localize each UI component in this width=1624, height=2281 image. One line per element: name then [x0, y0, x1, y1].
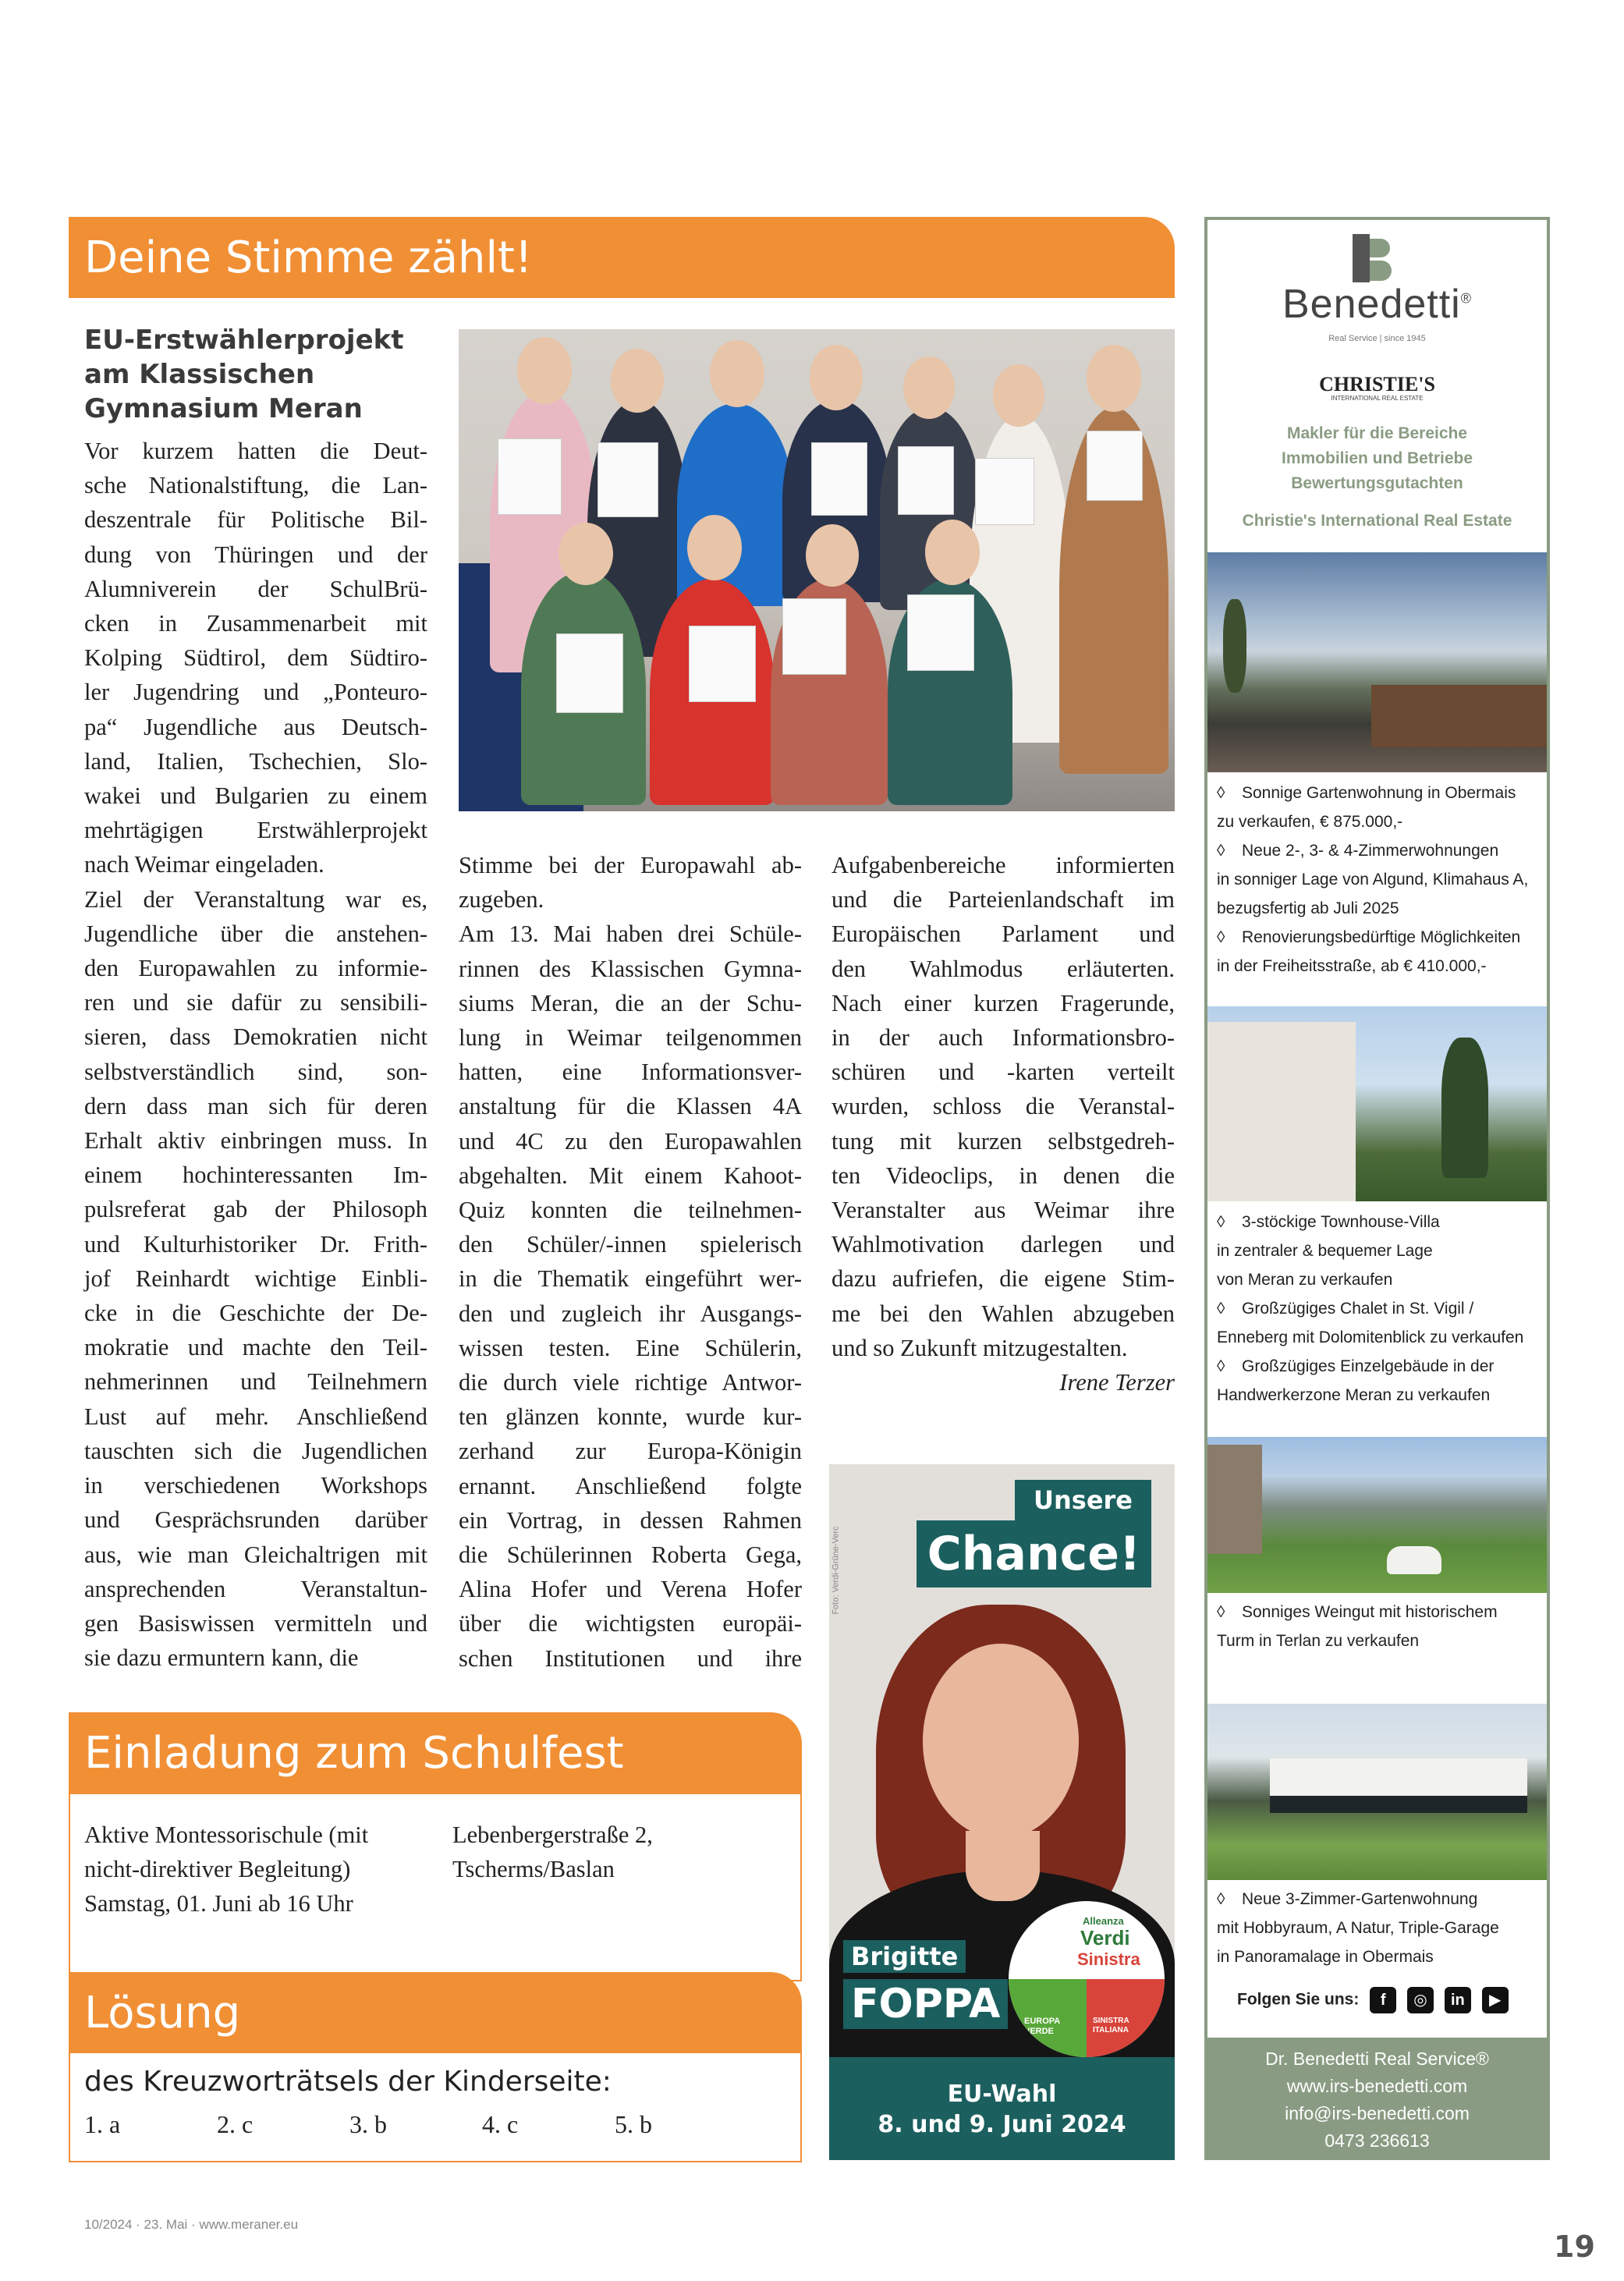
listings-block-3: [1217, 1598, 1544, 1655]
text-line: land, Italien, Tschechien, Slo-: [84, 747, 427, 775]
text-line: ler Jugendring und „Ponteuro-: [84, 679, 427, 706]
text-line: und Kulturhistoriker Dr. Frith-: [84, 1230, 427, 1258]
diamond-bullet-icon: ◊: [1217, 1603, 1225, 1621]
listing-item: [1217, 1208, 1544, 1294]
text-line: Vor kurzem hatten die Deut-: [84, 438, 427, 464]
listing-line: mit Hobbyraum, A Natur, Triple-Garage: [1217, 1919, 1499, 1937]
listings-block-2: [1217, 1208, 1544, 1410]
certificate: [498, 438, 562, 515]
candidate-last-name-box: [843, 1979, 1008, 2029]
election-title: EU-Wahl: [947, 2081, 1057, 2108]
text-line: aus, wie man Gleichaltrigen mit: [84, 1541, 427, 1568]
text-line: dung von Thüringen und der: [84, 541, 427, 568]
brand-name: Benedetti: [1282, 282, 1461, 327]
candidate-first-name-box: [843, 1940, 966, 1973]
schulfest-header: [69, 1712, 802, 1794]
listing-text: 3-stöckige Townhouse-Villa: [1242, 1213, 1440, 1231]
text-line: Wahlmotivation darlegen und: [832, 1231, 1175, 1258]
person: [677, 403, 794, 606]
text-line: in der auch Informationsbro-: [832, 1024, 1175, 1052]
text-line: zugeben.: [459, 886, 544, 913]
text-line: schen Institutionen und ihre: [459, 1644, 802, 1672]
person-head: [806, 524, 859, 587]
text-line: Nach einer kurzen Fragerunde,: [832, 989, 1175, 1016]
text-line: und die Parteienlandschaft im: [832, 886, 1175, 913]
certificate: [597, 442, 658, 517]
person-head: [810, 345, 863, 410]
person-head: [1087, 345, 1141, 412]
text-line: cke in die Geschichte der De-: [84, 1300, 427, 1327]
text-line: Bewertungsgutachten: [1291, 474, 1463, 492]
election-band: [829, 2057, 1175, 2160]
property-photo-townhouse: [1207, 1006, 1547, 1201]
text-line: jof Reinhardt wichtige Einbli-: [84, 1265, 427, 1292]
listings-block-4: [1217, 1885, 1544, 1971]
listing-line: in zentraler & bequemer Lage: [1217, 1242, 1433, 1260]
text-line: ein Vortrag, in dessen Rahmen: [459, 1506, 802, 1534]
youtube-icon[interactable]: ▶: [1482, 1987, 1509, 2013]
property-photo-terrace: [1207, 552, 1547, 772]
listing-line: [1217, 836, 1544, 865]
answer-item: 5. b: [615, 2110, 652, 2138]
text-line: siums Meran, die an der Schu-: [459, 989, 802, 1016]
text-line: nach Weimar eingeladen.: [84, 851, 324, 878]
loesung-subtitle: des Kreuzworträtsels der Kinderseite:: [84, 2066, 612, 2098]
text-line: Stimme bei der Europawahl ab-: [459, 852, 802, 878]
schulfest-title: Einladung zum Schulfest: [84, 1728, 624, 1779]
listing-line: [1217, 1352, 1544, 1381]
brand-mark: ®: [1460, 290, 1472, 307]
certificate: [811, 442, 867, 516]
benedetti-tagline: Real Service | since 1945: [1328, 334, 1426, 343]
listing-line: [1217, 1208, 1544, 1236]
issue-info: 10/2024 · 23. Mai · www.meraner.eu: [84, 2217, 299, 2232]
article-column-1: [84, 434, 427, 1675]
text-line: mokratie und machte den Teil-: [84, 1334, 427, 1361]
page-number: 19: [1554, 2230, 1595, 2264]
text-line: über die wichtigsten europäi-: [459, 1610, 802, 1637]
listing-line: Enneberg mit Dolomitenblick zu verkaufen: [1217, 1329, 1524, 1346]
party-logo: [1009, 1901, 1165, 2057]
text-line: zerhand zur Europa-Königin: [459, 1438, 802, 1465]
text-line: wissen testen. Eine Schülerin,: [459, 1334, 802, 1361]
text-line: sche Nationalstiftung, die Lan-: [84, 472, 427, 499]
diamond-bullet-icon: ◊: [1217, 784, 1225, 802]
benedetti-brand: [1207, 281, 1547, 328]
article-subheading: EU-Erstwählerprojekt am Klassischen Gymnasium Meran: [84, 325, 404, 424]
certificate: [556, 633, 623, 713]
text-line: Immobilien und Betriebe: [1281, 449, 1473, 467]
text-line: und 4C zu den Europawahlen: [459, 1127, 802, 1155]
answer-item: 4. c: [482, 2110, 519, 2138]
diamond-bullet-icon: ◊: [1217, 1890, 1225, 1908]
campaign-ad: [829, 1464, 1175, 2160]
text-line: sieren, dass Demokratien nicht: [84, 1023, 427, 1051]
election-dates: 8. und 9. Juni 2024: [878, 2111, 1126, 2138]
listing-line: in sonniger Lage von Algund, Klimahaus A,: [1217, 871, 1529, 889]
certificate: [907, 594, 974, 671]
text-line: 0473 236613: [1324, 2130, 1430, 2151]
listing-item: [1217, 1885, 1544, 1971]
linkedin-icon[interactable]: in: [1445, 1987, 1471, 2013]
text-line: Am 13. Mai haben drei Schüle-: [459, 921, 802, 948]
text-line: einem hochinteressanten Im-: [84, 1162, 427, 1189]
listing-line: [1217, 1598, 1544, 1626]
person-head: [611, 349, 664, 413]
listing-text: Neue 3-Zimmer-Gartenwohnung: [1242, 1890, 1478, 1908]
listing-text: Großzügiges Einzelgebäude in der: [1242, 1357, 1495, 1375]
text-line: abgehalten. Mit einem Kahoot-: [459, 1162, 802, 1189]
listing-line: in Panoramalage in Obermais: [1217, 1948, 1434, 1966]
diamond-bullet-icon: ◊: [1217, 1213, 1225, 1231]
slogan-small: Unsere: [1034, 1485, 1133, 1515]
text-line: ten Videoclips, in denen die: [832, 1162, 1175, 1189]
listing-line: von Meran zu verkaufen: [1217, 1271, 1393, 1289]
benedetti-footer: [1207, 2038, 1547, 2160]
text-line: Quiz konnten die teilnehmen-: [459, 1197, 802, 1224]
text-line: ten glänzen konnte, wurde kur-: [459, 1403, 802, 1431]
article-header: [69, 217, 1175, 298]
text-line: in verschiedenen Workshops: [84, 1472, 427, 1499]
text-line: gen Basiswissen vermitteln und: [84, 1609, 427, 1637]
text-line: den Schüler/-innen spielerisch: [459, 1231, 802, 1258]
slogan-big: Chance!: [927, 1527, 1141, 1581]
person-head: [558, 523, 613, 585]
schulfest-left: [84, 1818, 443, 1921]
property-photo-garden: [1207, 1704, 1547, 1880]
loesung-answers: [84, 2110, 786, 2139]
text-line: lung in Weimar teilgenommen: [459, 1024, 802, 1052]
text-line: www.irs-benedetti.com: [1286, 2076, 1468, 2096]
text-line: rinnen des Klassischen Gymna-: [459, 955, 802, 982]
text-line: den Europawahlen zu informie-: [84, 955, 427, 982]
diamond-bullet-icon: ◊: [1217, 1357, 1225, 1375]
text-line: Alina Hofer und Verena Hofer: [459, 1576, 802, 1603]
person-head: [903, 357, 955, 419]
text-line: die durch viele richtige Antwor-: [459, 1369, 802, 1396]
text-line: schüren und -karten verteilt: [832, 1059, 1175, 1086]
text-line: nehmerinnen und Teilnehmern: [84, 1368, 427, 1396]
person-head: [517, 337, 572, 404]
text-line: Tscherms/Baslan: [452, 1856, 615, 1883]
text-line: und so Zukunft mitzugestalten.: [832, 1334, 1128, 1361]
article-author: Irene Terzer: [1059, 1369, 1175, 1396]
text-line: Jugendliche über die anstehen-: [84, 920, 427, 947]
text-line: in die Thematik eingeführt wer-: [459, 1265, 802, 1293]
listing-line: in der Freiheitsstraße, ab € 410.000,-: [1217, 957, 1487, 975]
text-line: Ziel der Veranstaltung war es,: [84, 885, 427, 913]
certificate: [898, 446, 954, 515]
logo-text-sinistra: Sinistra: [1077, 1949, 1140, 1969]
listing-text: Großzügiges Chalet in St. Vigil /: [1242, 1300, 1474, 1318]
candidate-last-name: FOPPA: [851, 1981, 1001, 2027]
text-line: dern dass man sich für deren: [84, 1092, 427, 1119]
text-line: tauschten sich die Jugendlichen: [84, 1437, 427, 1464]
property-photo-vineyard: [1207, 1437, 1547, 1593]
article-column-3: [832, 848, 1175, 1399]
christies-logo: CHRISTIE'S: [1319, 373, 1435, 396]
benedetti-logo-icon: [1353, 234, 1392, 282]
portrait-neck: [966, 1831, 1040, 1901]
text-line: Alumniverein der SchulBrü-: [84, 575, 427, 602]
text-line: Aktive Montessorischule (mit: [84, 1822, 369, 1848]
photo-credit: Foto: Verdi-Grüne-Verc: [831, 1526, 841, 1615]
text-line: Lust auf mehr. Anschließend: [84, 1403, 427, 1430]
logo-text-verdi: Verdi: [1080, 1926, 1130, 1949]
diamond-bullet-icon: ◊: [1217, 842, 1225, 860]
article-column-2: [459, 848, 802, 1676]
listing-line: Turm in Terlan zu verkaufen: [1217, 1632, 1420, 1650]
listing-text: Sonniges Weingut mit historischem: [1242, 1603, 1498, 1621]
text-line: wakei und Bulgarien zu einem: [84, 782, 427, 810]
listing-line: Handwerkerzone Meran zu verkaufen: [1217, 1386, 1491, 1404]
listing-text: Renovierungsbedürftige Möglichkeiten: [1242, 928, 1521, 946]
person-head: [710, 340, 764, 407]
person-head: [925, 520, 980, 585]
diamond-bullet-icon: ◊: [1217, 1300, 1225, 1318]
text-line: Samstag, 01. Juni ab 16 Uhr: [84, 1890, 353, 1917]
text-line: Dr. Benedetti Real Service®: [1265, 2049, 1489, 2069]
text-line: ansprechenden Veranstaltun-: [84, 1575, 427, 1602]
listing-line: bezugsfertig ab Juli 2025: [1217, 899, 1399, 917]
answer-item: 3. b: [349, 2110, 387, 2138]
listing-item: [1217, 923, 1544, 981]
text-line: den Wahlmodus erläuterten.: [832, 955, 1175, 982]
logo-text-europa-verde: EUROPA VERDE: [1024, 2017, 1060, 2036]
loesung-header: [69, 1972, 802, 2053]
group-photo: [459, 329, 1175, 811]
listing-line: [1217, 779, 1544, 807]
listing-line: zu verkaufen, € 875.000,-: [1217, 813, 1403, 831]
schulfest-right: [452, 1818, 780, 1886]
listing-text: Neue 2-, 3- & 4-Zimmerwohnungen: [1242, 842, 1499, 860]
listings-block-1: [1217, 779, 1544, 981]
certificate: [689, 626, 756, 702]
slogan-small-box: [1015, 1480, 1151, 1520]
text-line: wurden, schloss die Veranstal-: [832, 1093, 1175, 1120]
listing-item: [1217, 836, 1544, 923]
text-line: me bei den Wahlen abzugeben: [832, 1300, 1175, 1327]
text-line: pulsreferat gab der Philosoph: [84, 1196, 427, 1223]
text-line: Kolping Südtirol, dem Südtiro-: [84, 644, 427, 672]
benedetti-ad: [1204, 217, 1550, 2160]
text-line: ernannt. Anschließend folgte: [459, 1472, 802, 1499]
text-line: Makler für die Bereiche: [1286, 424, 1468, 442]
listing-item: [1217, 779, 1544, 836]
listing-item: [1217, 1352, 1544, 1410]
answer-item: 1. a: [84, 2110, 121, 2138]
portrait-face: [923, 1644, 1079, 1839]
diamond-bullet-icon: ◊: [1217, 928, 1225, 946]
text-line: ren und sie dafür zu sensibili-: [84, 989, 427, 1016]
certificate: [1087, 431, 1143, 501]
listing-line: [1217, 1294, 1544, 1323]
person-head: [687, 515, 742, 580]
listing-item: [1217, 1598, 1544, 1655]
logo-text-alleanza: Alleanza: [1083, 1915, 1124, 1927]
logo-text-sinistra-italiana: SINISTRA ITALIANA: [1093, 2017, 1129, 2034]
text-line: den und zugleich ihr Ausgangs-: [459, 1300, 802, 1327]
instagram-icon[interactable]: ◎: [1407, 1987, 1434, 2013]
listing-line: [1217, 923, 1544, 952]
listing-line: [1217, 1885, 1544, 1914]
text-line: deszentrale für Politische Bil-: [84, 506, 427, 534]
text-line: info@irs-benedetti.com: [1285, 2103, 1470, 2123]
text-line: und Gesprächsrunden darüber: [84, 1506, 427, 1534]
text-line: sie dazu ermuntern kann, die: [84, 1644, 359, 1672]
text-line: tung mit kurzen selbstgedreh-: [832, 1127, 1175, 1155]
text-line: dazu aufriefen, die eigene Stim-: [832, 1265, 1175, 1293]
text-line: selbstverständlich sind, son-: [84, 1058, 427, 1085]
text-line: Aufgabenbereiche informierten: [832, 852, 1175, 878]
text-line: pa“ Jugendliche aus Deutsch-: [84, 713, 427, 740]
loesung-title: Lösung: [84, 1987, 241, 2038]
text-line: Erhalt aktiv einbringen muss. In: [84, 1127, 427, 1155]
claim-sub: Christie's International Real Estate: [1242, 512, 1512, 530]
text-line: mehrtägigen Erstwählerprojekt: [84, 817, 427, 844]
text-line: Lebenbergerstraße 2,: [452, 1822, 653, 1848]
social-row: [1237, 1987, 1509, 2013]
text-line: anstaltung für die Klassen 4A: [459, 1093, 802, 1120]
christies-sub: INTERNATIONAL REAL ESTATE: [1331, 395, 1424, 402]
slogan-big-box: [917, 1520, 1151, 1587]
text-line: cken in Zusammenarbeit mit: [84, 610, 427, 637]
certificate: [782, 598, 846, 675]
claim-block: [1207, 421, 1547, 496]
text-line: die Schülerinnen Roberta Gega,: [459, 1541, 802, 1569]
answer-item: 2. c: [217, 2110, 254, 2138]
listing-item: [1217, 1294, 1544, 1352]
text-line: Veranstalter aus Weimar ihre: [832, 1197, 1175, 1224]
certificate: [975, 458, 1034, 525]
text-line: hatten, eine Informationsver-: [459, 1059, 802, 1086]
person-head: [993, 364, 1044, 427]
listing-text: Sonnige Gartenwohnung in Obermais: [1242, 784, 1516, 802]
candidate-first-name: Brigitte: [851, 1942, 959, 1971]
text-line: Europäischen Parlament und: [832, 921, 1175, 948]
text-line: nicht-direktiver Begleitung): [84, 1856, 351, 1883]
article-title: Deine Stimme zählt!: [84, 232, 533, 283]
facebook-icon[interactable]: f: [1370, 1987, 1396, 2013]
follow-label: Folgen Sie uns:: [1237, 1990, 1360, 2009]
